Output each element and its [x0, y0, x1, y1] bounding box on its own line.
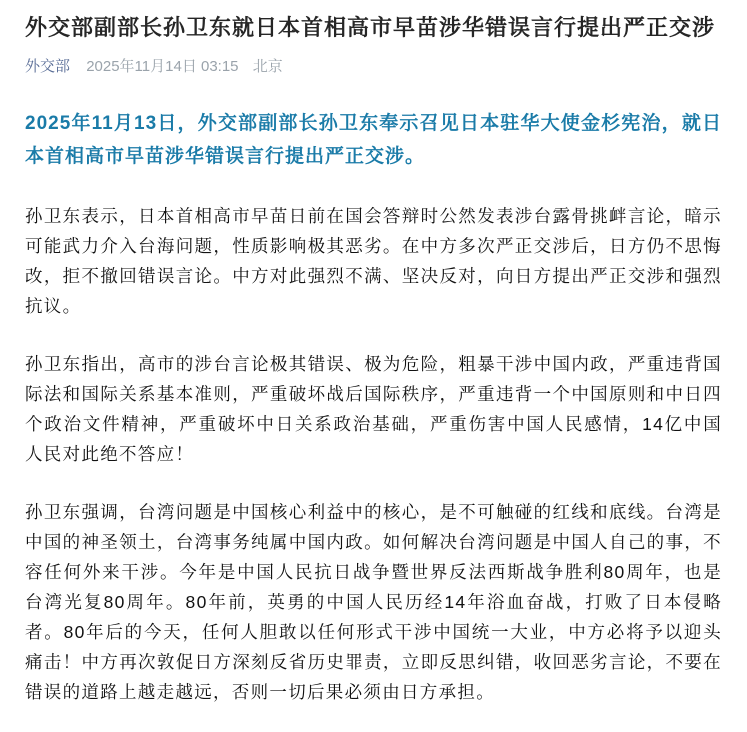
- body-paragraph-1: 孙卫东表示，日本首相高市早苗日前在国会答辩时公然发表涉台露骨挑衅言论，暗示可能武力介入台海问题，性质影响极其恶劣。在中方多次严正交涉后，日方仍不思悔改，拒不撤回错误言论。中方对此强烈不满、坚决反对，向日方提出严正交涉和强烈抗议。: [25, 206, 722, 316]
- article-byline: [25, 57, 722, 77]
- publish-datetime: 2025年11月14日 03:15: [86, 58, 239, 75]
- body-paragraph-2: 孙卫东指出，高市的涉台言论极其错误、极为危险，粗暴干涉中国内政，严重违背国际法和国际关系基本准则，严重破坏战后国际秩序，严重违背一个中国原则和中日四个政治文件精神，严重破坏中日关系政治基础，严重伤害中国人民感情，14亿中国人民对此绝不答应！: [25, 354, 722, 464]
- publish-location: 北京: [252, 58, 283, 75]
- article-title: 外交部副部长孙卫东就日本首相高市早苗涉华错误言行提出严正交涉: [25, 15, 716, 40]
- account-name-link[interactable]: 外交部: [25, 58, 71, 75]
- article-content: [25, 107, 722, 707]
- body-paragraph-3: 孙卫东强调，台湾问题是中国核心利益中的核心，是不可触碰的红线和底线。台湾是中国的神圣领土，台湾事务纯属中国内政。如何解决台湾问题是中国人自己的事，不容任何外来干涉。今年是中国人民抗日战争暨世界反法西斯战争胜利80周年，也是台湾光复80周年。80年前，英勇的中国人民历经14年浴血奋战，打败了日本侵略者。80年后的今天，任何人胆敢以任何形式干涉中国统一大业，中方必将予以迎头痛击！中方再次敦促日方深刻反省历史罪责，立即反思纠错，收回恶劣言论，不要在错误的道路上越走越远，否则一切后果必须由日方承担。: [25, 502, 722, 702]
- lead-paragraph: 2025年11月13日，外交部副部长孙卫东奉示召见日本驻华大使金杉宪治，就日本首相高市早苗涉华错误言行提出严正交涉。: [25, 113, 722, 167]
